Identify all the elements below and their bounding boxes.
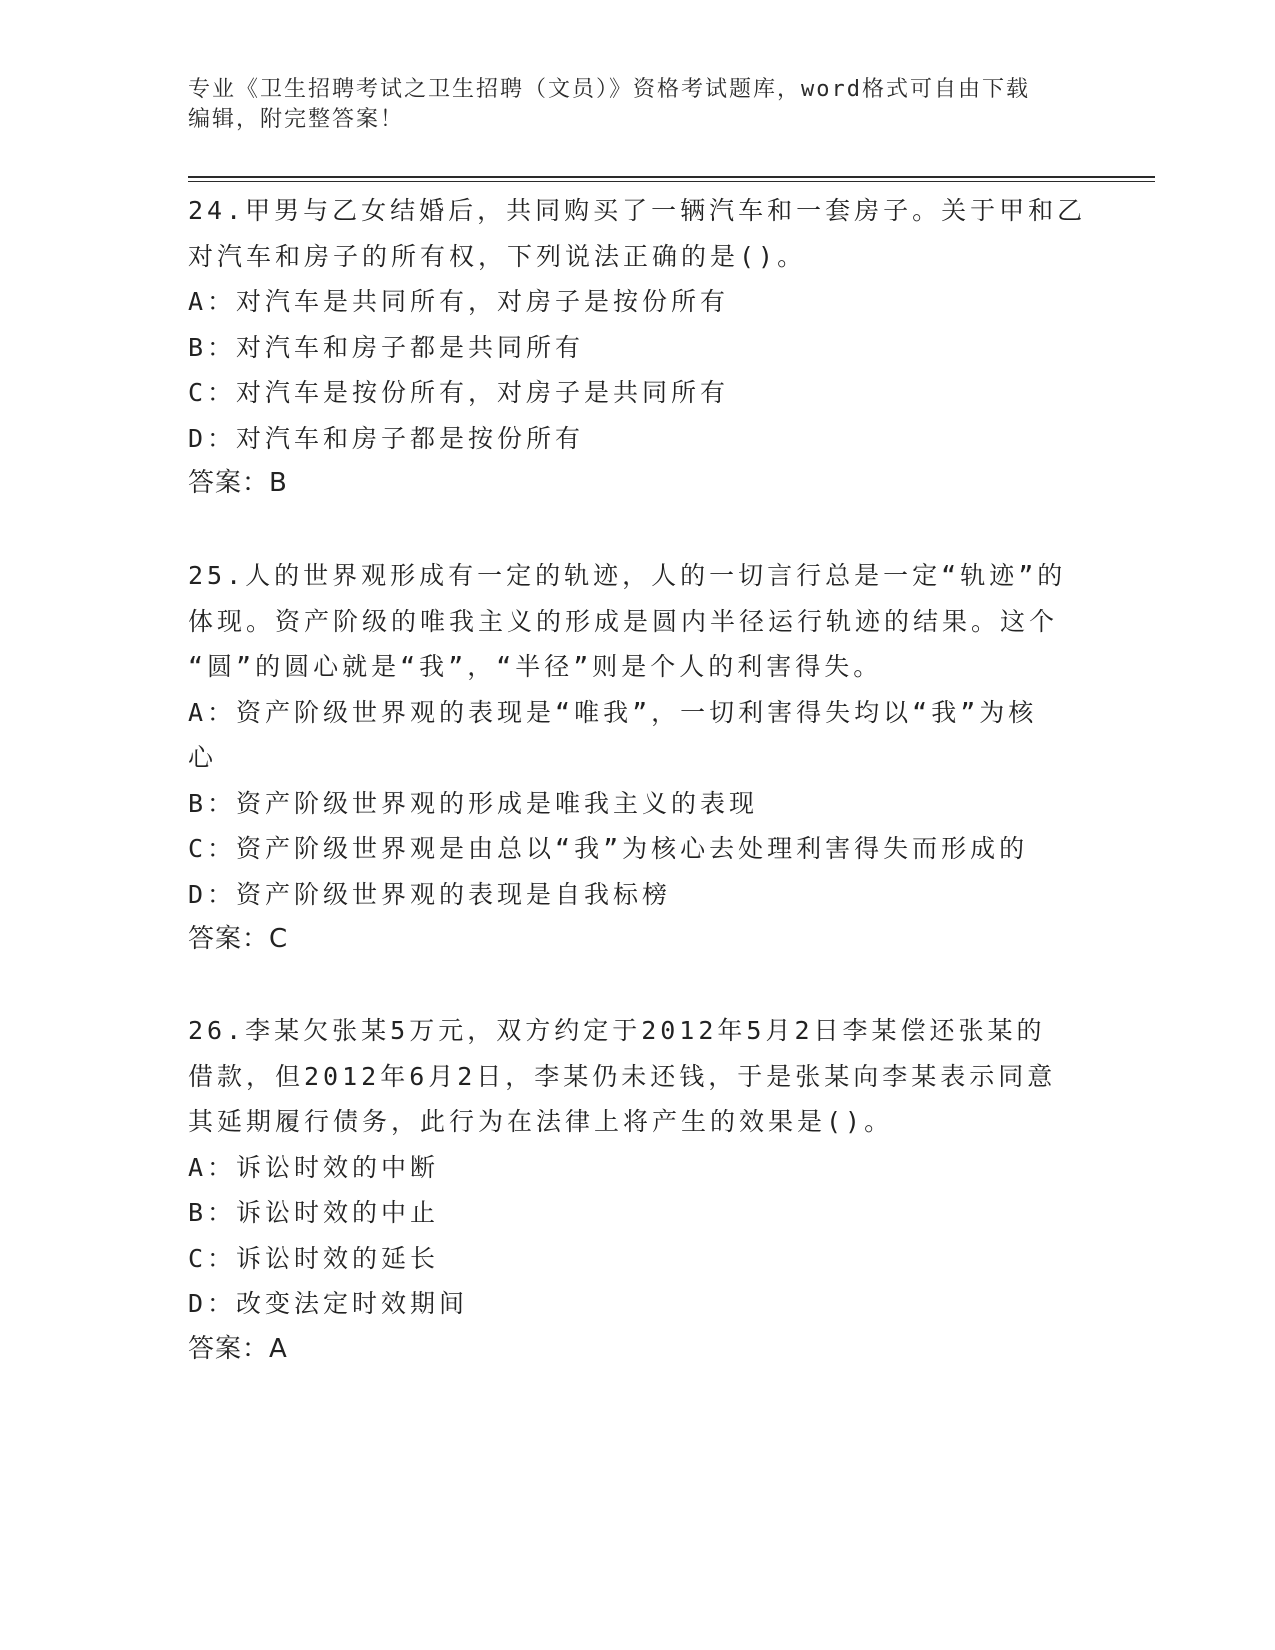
header-line-1: 专业《卫生招聘考试之卫生招聘（文员）》资格考试题库，word格式可自由下载 bbox=[188, 77, 1030, 102]
option-d: D：对汽车和房子都是按份所有 bbox=[188, 423, 585, 453]
question-text-line: 25.人的世界观形成有一定的轨迹，人的一切言行总是一定“轨迹”的 bbox=[188, 561, 1067, 590]
option-c: C：对汽车是按份所有，对房子是共同所有 bbox=[188, 378, 730, 407]
option-a: A：资产阶级世界观的表现是“唯我”，一切利害得失均以“我”为核 bbox=[188, 697, 1038, 727]
option-a-continued: 心 bbox=[188, 743, 218, 772]
header-divider-thin bbox=[188, 181, 1155, 182]
question-text-line: “圆”的圆心就是“我”，“半径”则是个人的利害得失。 bbox=[188, 652, 883, 681]
header-line-2: 编辑，附完整答案！ bbox=[188, 107, 405, 132]
option-b: B：资产阶级世界观的形成是唯我主义的表现 bbox=[188, 788, 759, 818]
question-text-line: 借款，但2012年6月2日，李某仍未还钱，于是张某向李某表示同意 bbox=[188, 1061, 1057, 1091]
question-24 bbox=[188, 188, 1088, 507]
answer: 答案：C bbox=[188, 924, 289, 954]
question-text-line: 对汽车和房子的所有权，下列说法正确的是()。 bbox=[188, 241, 807, 271]
option-d: D：改变法定时效期间 bbox=[188, 1289, 469, 1318]
header-divider-thick bbox=[188, 176, 1155, 178]
question-text-line: 26.李某欠张某5万元，双方约定于2012年5月2日李某偿还张某的 bbox=[188, 1016, 1046, 1045]
option-c: C：资产阶级世界观是由总以“我”为核心去处理利害得失而形成的 bbox=[188, 834, 1029, 863]
option-b: B：对汽车和房子都是共同所有 bbox=[188, 332, 585, 362]
option-a: A：对汽车是共同所有，对房子是按份所有 bbox=[188, 287, 730, 316]
question-text-line: 其延期履行债务，此行为在法律上将产生的效果是()。 bbox=[188, 1107, 894, 1136]
option-a: A：诉讼时效的中断 bbox=[188, 1152, 440, 1182]
question-25 bbox=[188, 553, 1088, 963]
question-text-line: 体现。资产阶级的唯我主义的形成是圆内半径运行轨迹的结果。这个 bbox=[188, 606, 1059, 636]
question-26 bbox=[188, 1008, 1088, 1372]
document-header bbox=[188, 75, 1088, 135]
option-b: B：诉讼时效的中止 bbox=[188, 1198, 440, 1227]
option-c: C：诉讼时效的延长 bbox=[188, 1243, 440, 1273]
answer: 答案：A bbox=[188, 1333, 288, 1364]
answer: 答案：B bbox=[188, 468, 288, 498]
question-text-line: 24.甲男与乙女结婚后，共同购买了一辆汽车和一套房子。关于甲和乙 bbox=[188, 196, 1087, 225]
option-d: D：资产阶级世界观的表现是自我标榜 bbox=[188, 879, 672, 909]
